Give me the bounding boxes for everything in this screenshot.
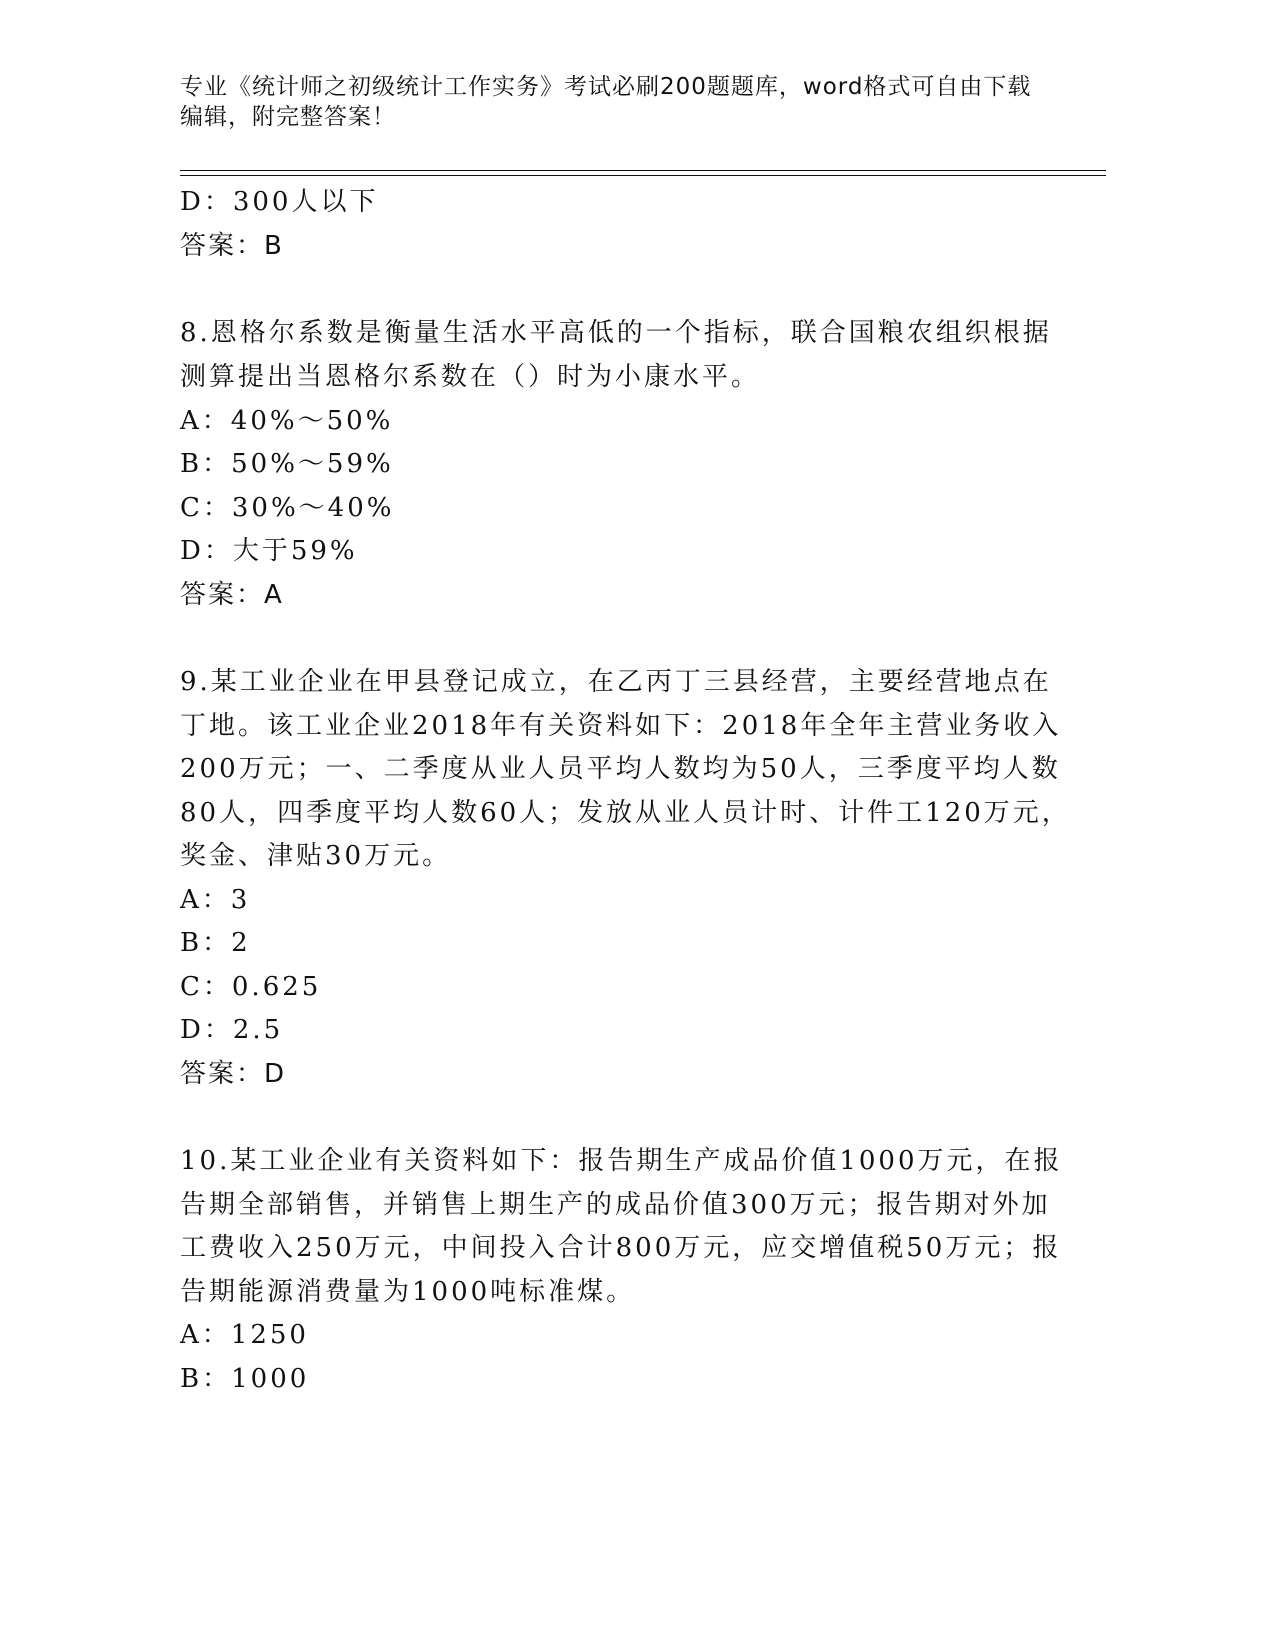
q8-option-a: A：40%～50% (180, 406, 394, 436)
q9-option-c: C：0.625 (180, 972, 322, 1002)
q9-stem-line: 奖金、津贴30万元。 (180, 841, 452, 871)
header-title-line-1: 专业《统计师之初级统计工作实务》考试必刷200题题库，word格式可自由下载 (180, 74, 1032, 100)
q8-stem-line: 测算提出当恩格尔系数在（）时为小康水平。 (180, 362, 761, 392)
q8-option-c: C：30%～40% (180, 493, 395, 523)
q9-option-a: A：3 (180, 885, 251, 915)
q9-option-b: B：2 (180, 928, 251, 958)
q9-stem-line: 9.某工业企业在甲县登记成立，在乙丙丁三县经营，主要经营地点在 (180, 667, 1052, 697)
header-title-line-2: 编辑，附完整答案！ (180, 104, 396, 130)
q10-option-a: A：1250 (180, 1320, 309, 1350)
q8-stem-line: 8.恩格尔系数是衡量生活水平高低的一个指标，联合国粮农组织根据 (180, 318, 1052, 348)
q10-stem-line: 工费收入250万元，中间投入合计800万元，应交增值税50万元；报 (180, 1233, 1062, 1263)
q10-stem-line: 告期全部销售，并销售上期生产的成品价值300万元；报告期对外加 (180, 1190, 1051, 1220)
q10-option-b: B：1000 (180, 1364, 310, 1394)
q9-stem-line: 丁地。该工业企业2018年有关资料如下：2018年全年主营业务收入 (180, 711, 1062, 741)
q9-answer: 答案：D (180, 1059, 287, 1089)
header-divider-bottom (180, 175, 1106, 176)
q10-stem-line: 10.某工业企业有关资料如下：报告期生产成品价值1000万元，在报 (180, 1146, 1063, 1176)
q8-option-d: D：大于59% (180, 536, 358, 566)
q7-option-d: D：300人以下 (180, 187, 379, 217)
header-divider-top (180, 170, 1106, 171)
q9-stem-line: 80人，四季度平均人数60人；发放从业人员计时、计件工120万元， (180, 798, 1071, 828)
q7-answer: 答案：B (180, 231, 284, 261)
q9-option-d: D：2.5 (180, 1015, 284, 1045)
q8-answer: 答案：A (180, 580, 284, 610)
q8-option-b: B：50%～59% (180, 449, 394, 479)
q10-stem-line: 告期能源消费量为1000吨标准煤。 (180, 1277, 636, 1307)
document-header (180, 72, 1060, 132)
q9-stem-line: 200万元；一、二季度从业人员平均人数均为50人，三季度平均人数 (180, 754, 1061, 784)
